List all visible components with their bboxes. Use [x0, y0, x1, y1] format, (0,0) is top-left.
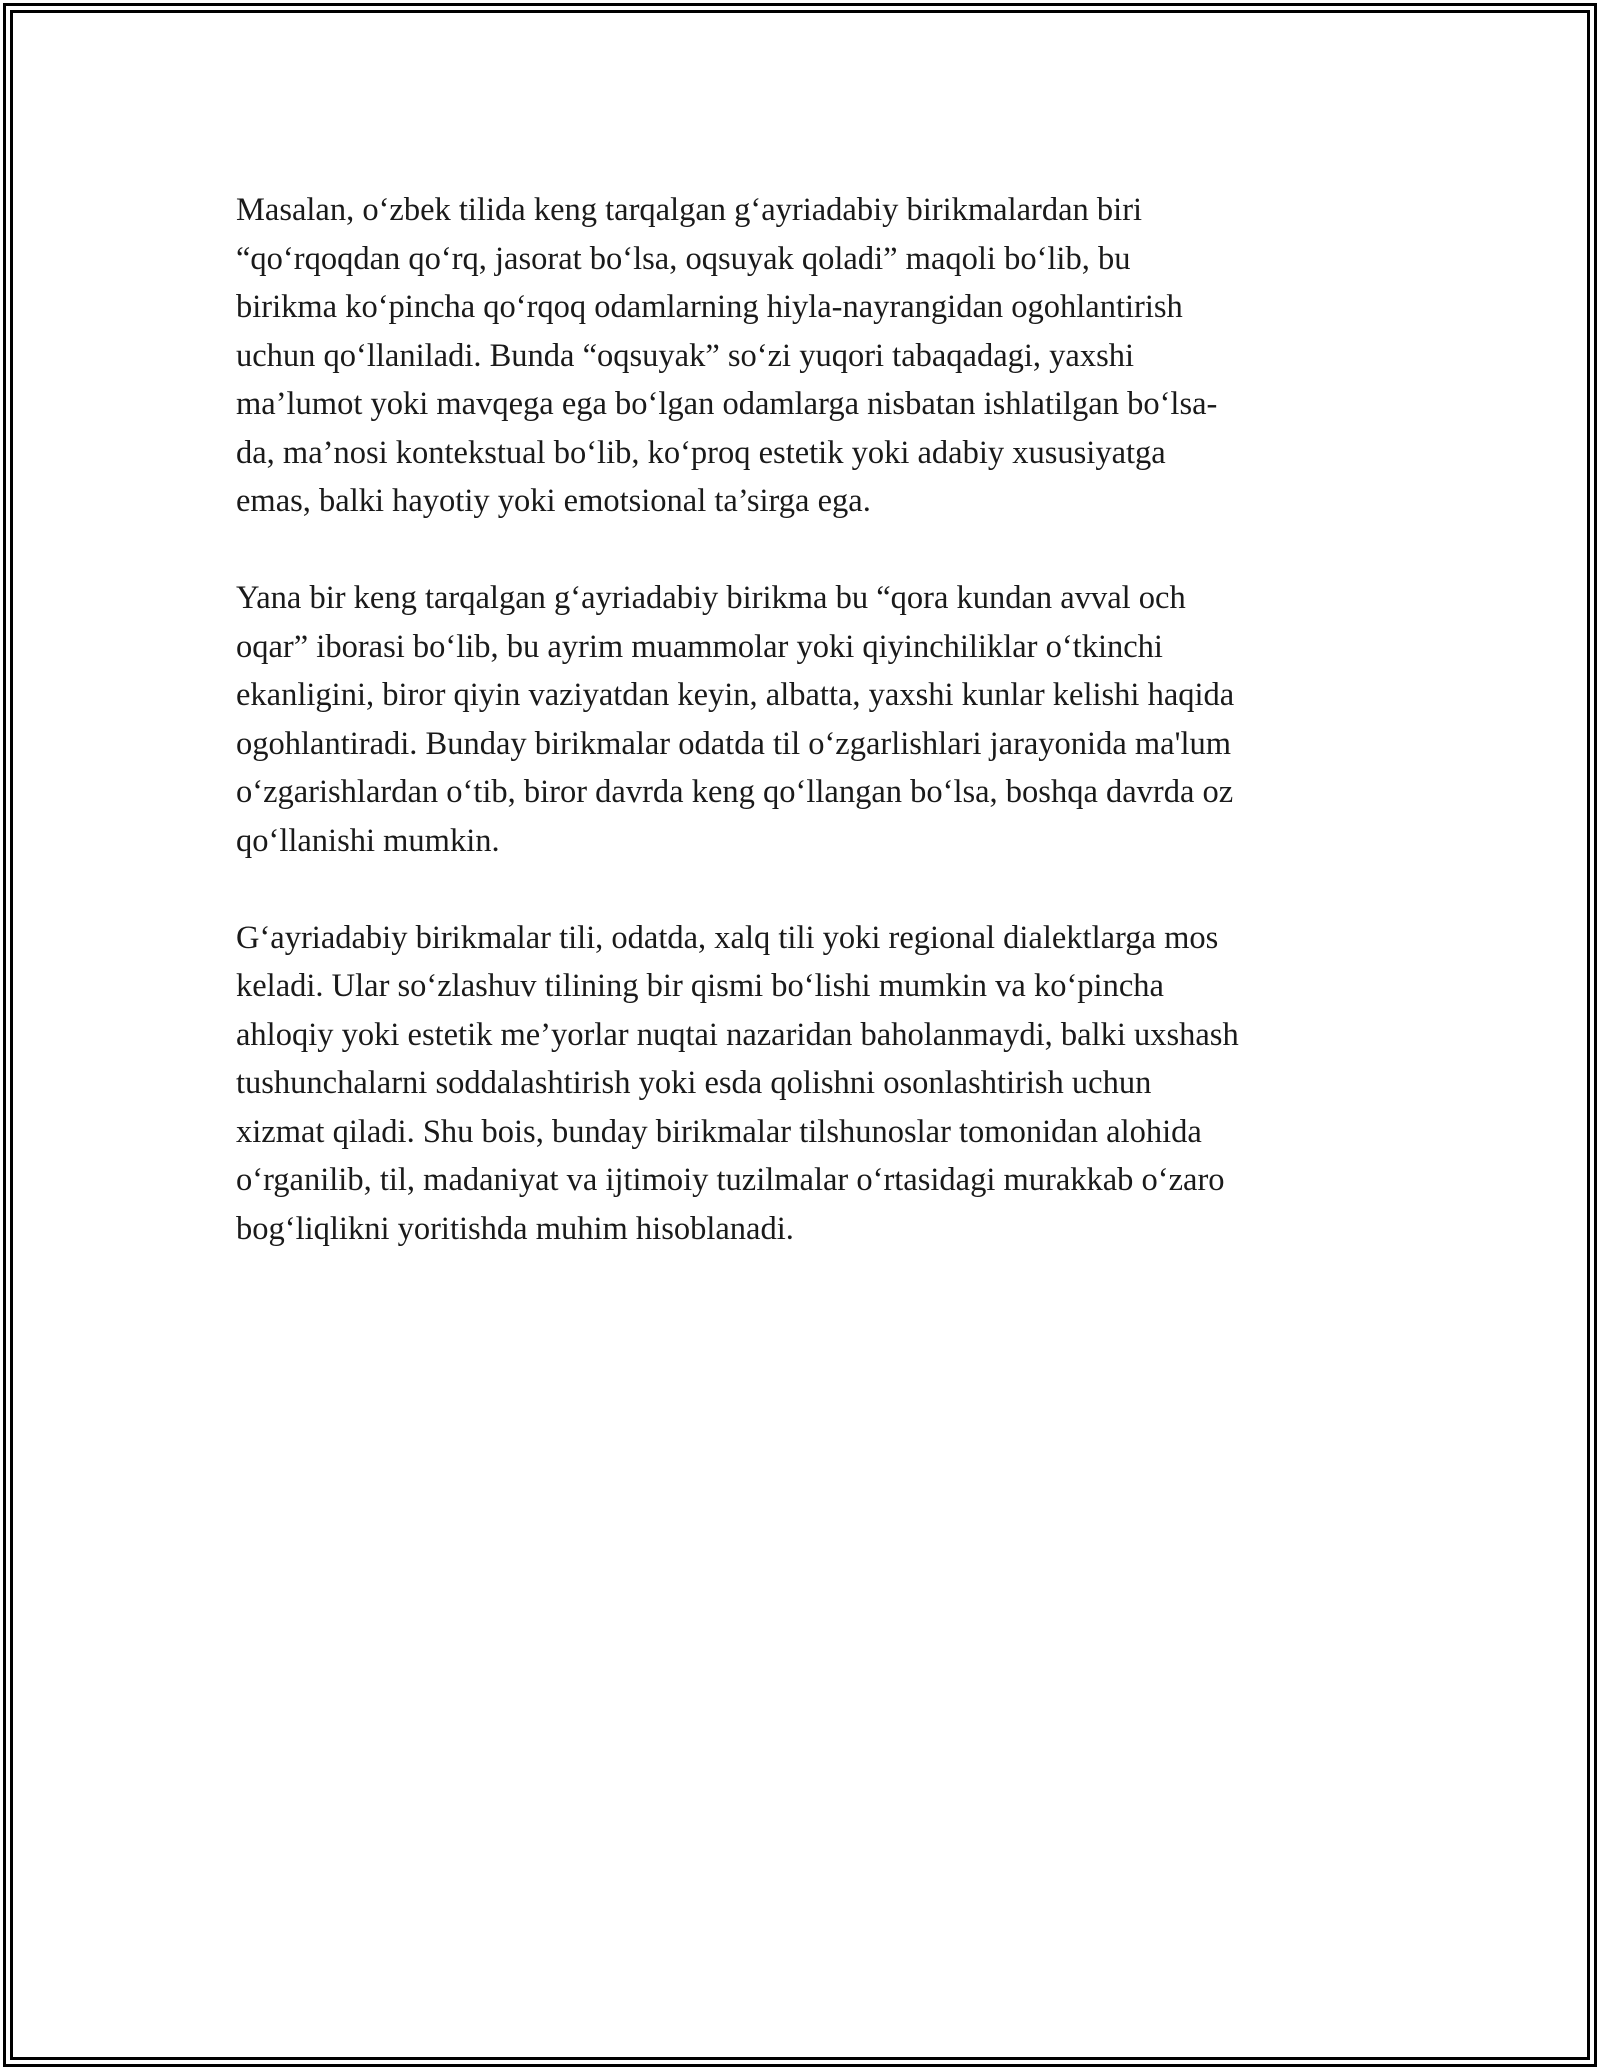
document-body: [236, 186, 1366, 1302]
text-line: bog‘liqlikni yoritishda muhim hisoblanadi.: [236, 1210, 794, 1247]
text-line: tushunchalarni soddalashtirish yoki esda qolishni osonlashtirish uchun: [236, 1065, 1152, 1101]
text-line: ogohlantiradi. Bunday birikmalar odatda til o‘zgarlishlari jarayonida ma'lum: [236, 725, 1232, 762]
text-line: qo‘llanishi mumkin.: [236, 822, 500, 859]
text-line: Masalan, o‘zbek tilida keng tarqalgan g‘ayriadabiy birikmalardan biri: [236, 192, 1143, 228]
text-line: o‘rganilib, til, madaniyat va ijtimoiy tuzilmalar o‘rtasidagi murakkab o‘zaro: [236, 1162, 1225, 1198]
text-line: birikma ko‘pincha qo‘rqoq odamlarning hiyla-nayrangidan ogohlantirish: [236, 289, 1183, 325]
text-line: ma’lumot yoki mavqega ega bo‘lgan odamlarga nisbatan ishlatilgan bo‘lsa-: [236, 386, 1218, 422]
text-line: da, ma’nosi kontekstual bo‘lib, ko‘proq estetik yoki adabiy xususiyatga: [236, 434, 1166, 471]
text-line: ekanligini, biror qiyin vaziyatdan keyin, albatta, yaxshi kunlar kelishi haqida: [236, 677, 1235, 713]
text-line: emas, balki hayotiy yoki emotsional ta’sirga ega.: [236, 483, 871, 519]
text-line: keladi. Ular so‘zlashuv tilining bir qismi bo‘lishi mumkin va ko‘pincha: [236, 968, 1164, 1004]
text-line: G‘ayriadabiy birikmalar tili, odatda, xalq tili yoki regional dialektlarga mos: [236, 919, 1219, 956]
text-line: o‘zgarishlardan o‘tib, biror davrda keng qo‘llangan bo‘lsa, boshqa davrda oz: [236, 774, 1234, 810]
text-line: uchun qo‘llaniladi. Bunda “oqsuyak” so‘zi yuqori tabaqadagi, yaxshi: [236, 337, 1135, 374]
paragraph-3: [236, 914, 1366, 1254]
text-line: oqar” iborasi bo‘lib, bu ayrim muammolar yoki qiyinchiliklar o‘tkinchi: [236, 628, 1163, 665]
paragraph-2: [236, 574, 1366, 865]
text-line: “qo‘rqoqdan qo‘rq, jasorat bo‘lsa, oqsuyak qoladi” maqoli bo‘lib, bu: [236, 240, 1131, 277]
paragraph-1: [236, 186, 1366, 526]
text-line: xizmat qiladi. Shu bois, bunday birikmalar tilshunoslar tomonidan alohida: [236, 1113, 1202, 1150]
text-line: Yana bir keng tarqalgan g‘ayriadabiy birikma bu “qora kundan avval och: [236, 580, 1186, 616]
text-line: ahloqiy yoki estetik me’yorlar nuqtai nazaridan baholanmaydi, balki uxshash: [236, 1016, 1239, 1053]
